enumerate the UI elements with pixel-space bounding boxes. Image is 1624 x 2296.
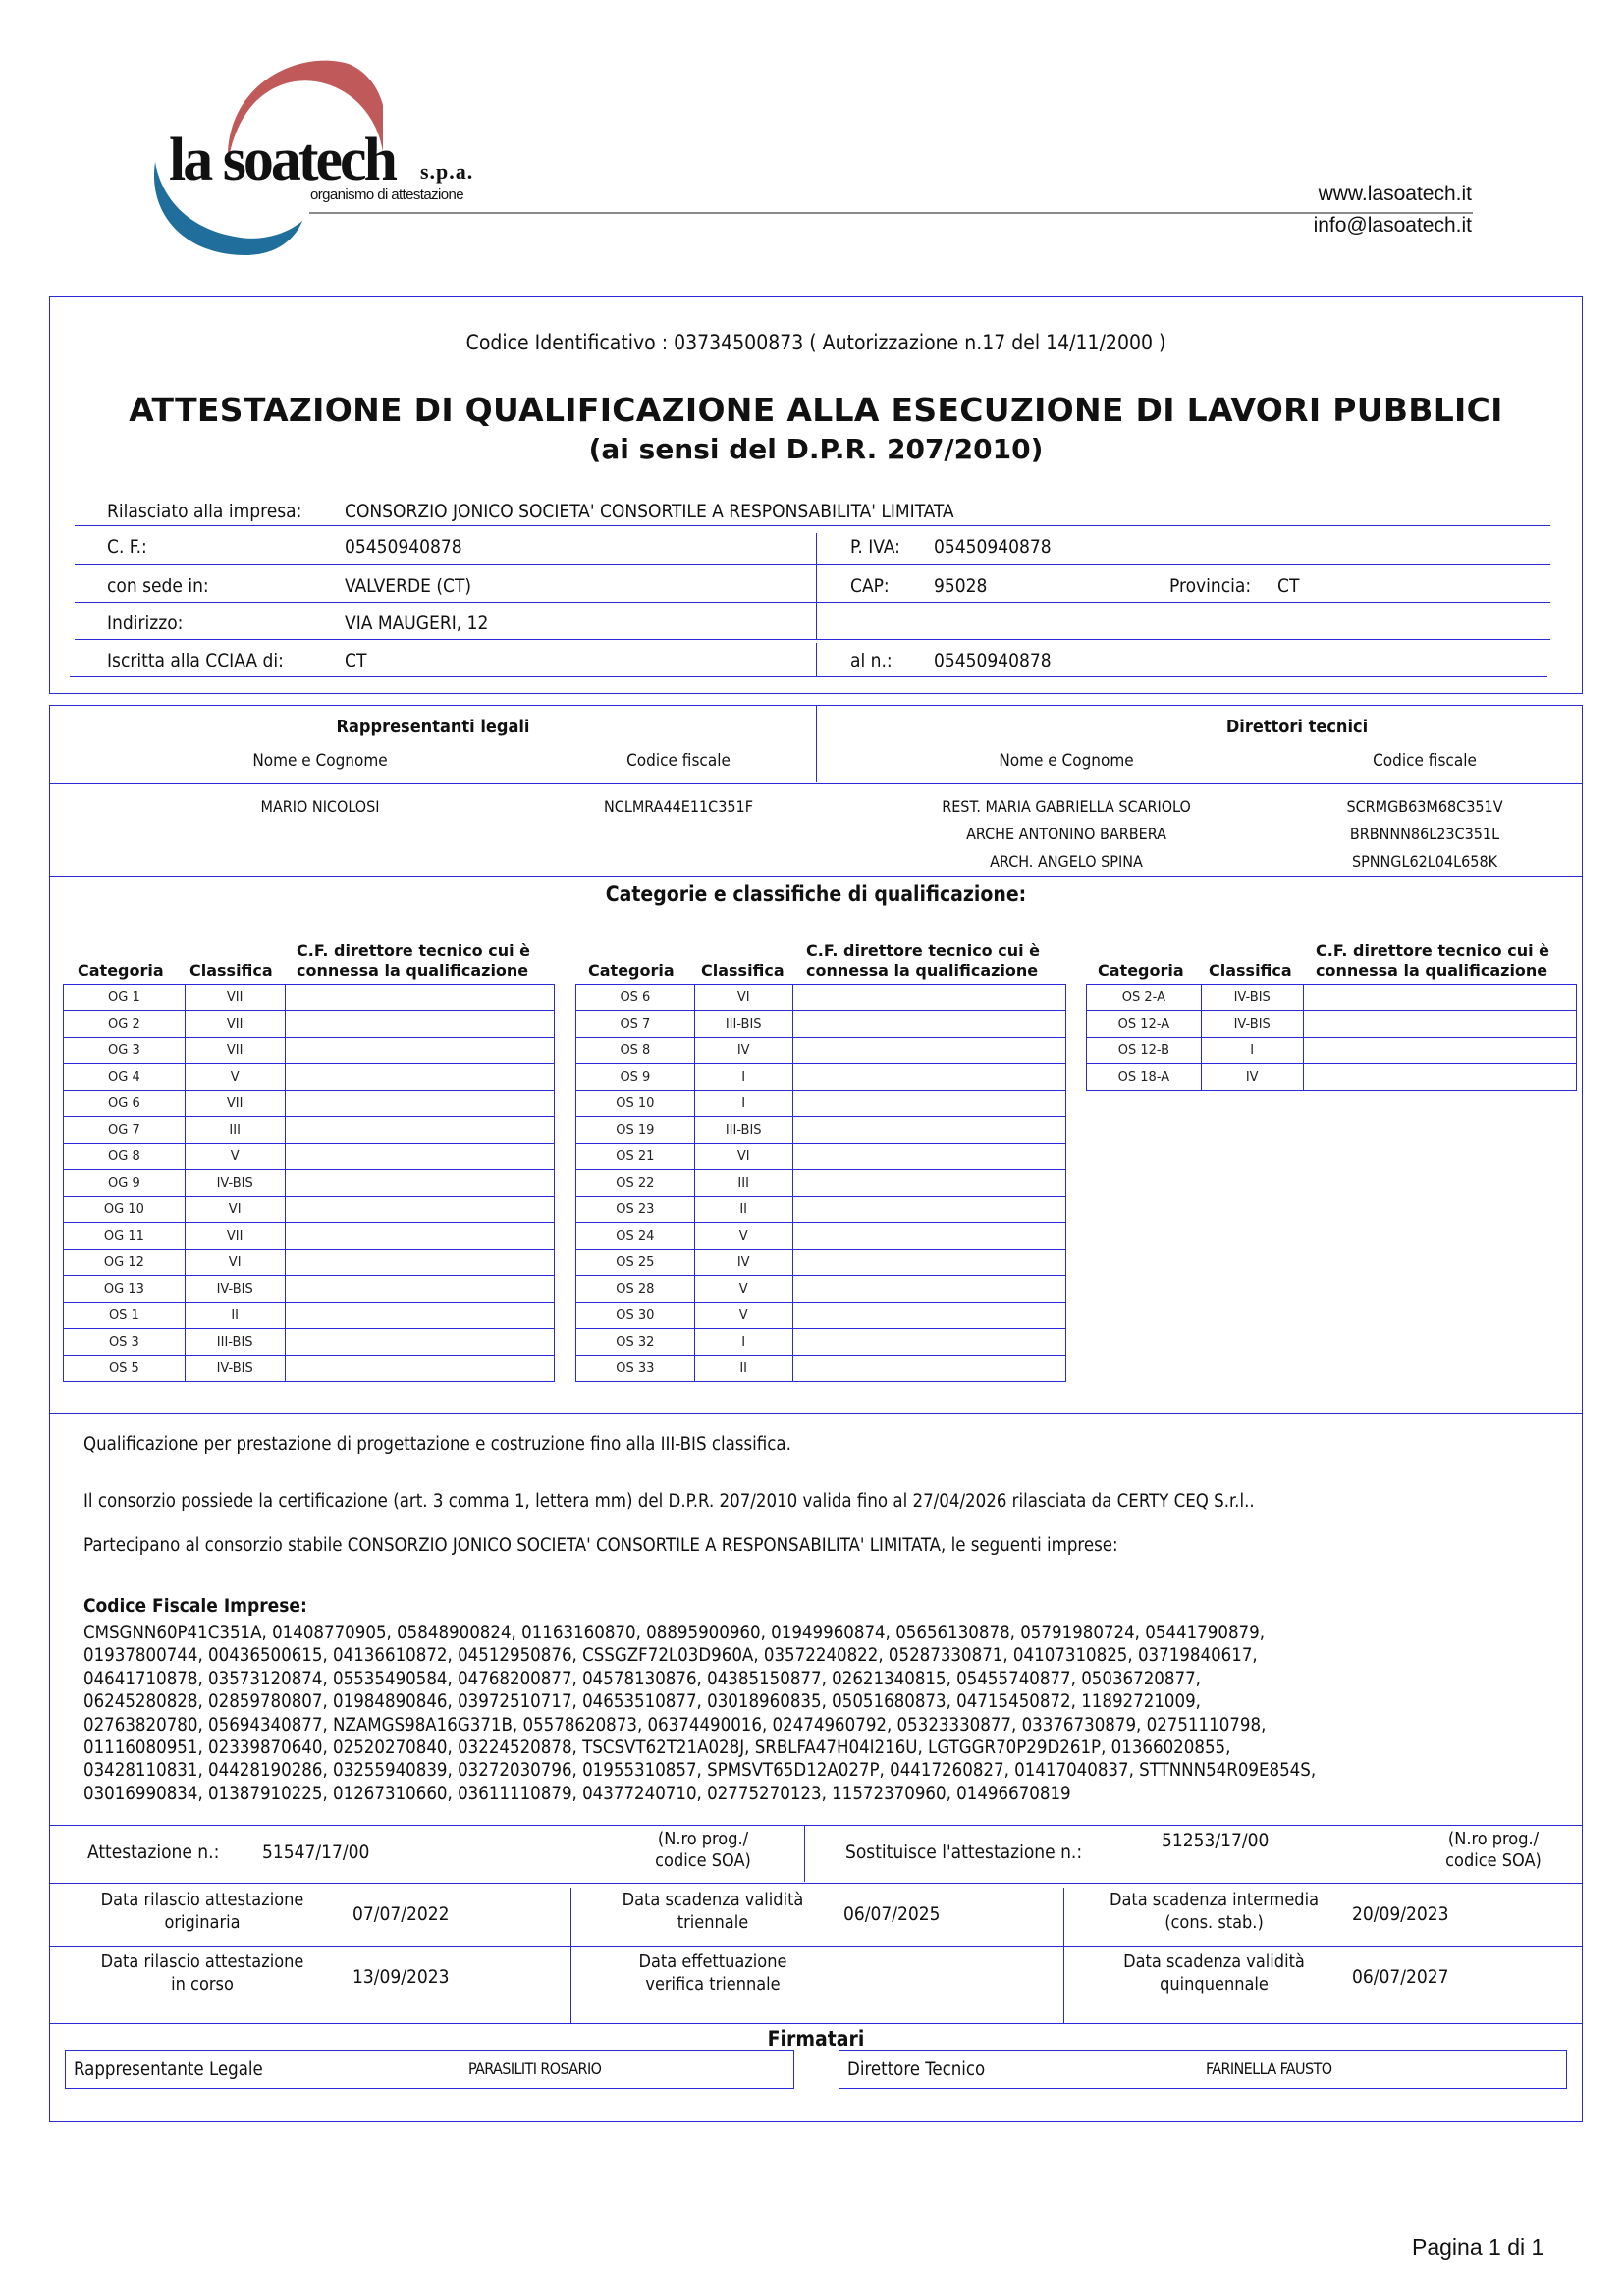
category-row [64, 1276, 555, 1303]
category-row [576, 1356, 1066, 1382]
category-row [576, 1329, 1066, 1356]
row-divider [50, 1825, 1582, 1826]
category-cell: OS 33 [576, 1356, 695, 1382]
certification-note: Il consorzio possiede la certificazione (art. 3 comma 1, lettera mm) del D.P.R. 207/2010 valida fino al 27/04/2026 rilasciata da CERTY CEQ S.r.l.. [83, 1491, 1255, 1512]
codes-title: Codice Fiscale Imprese: [83, 1595, 307, 1617]
category-row [64, 1356, 555, 1382]
director-cf-cell [285, 985, 554, 1011]
codes-line: 03016990834, 01387910225, 01267310660, 03611110879, 04377240710, 02775270123, 11572370960, 01496670819 [83, 1783, 1071, 1804]
category-cell: OS 3 [64, 1329, 186, 1356]
category-row [64, 1329, 555, 1356]
category-cell: OS 2-A [1087, 985, 1202, 1011]
legal-signatory-label: Rappresentante Legale [74, 2059, 263, 2080]
col-divider [816, 533, 817, 639]
category-cell: OS 12-B [1087, 1038, 1202, 1064]
cf-value: 05450940878 [345, 536, 462, 558]
category-row [64, 1303, 555, 1329]
class-cell: VII [185, 985, 285, 1011]
director-cf-cell [792, 1250, 1065, 1276]
director-cf-cell [285, 1064, 554, 1091]
codes-line: CMSGNN60P41C351A, 01408770905, 05848900824, 01163160870, 08895900960, 01949960874, 05656130878, 05791980724, 05441790879, [83, 1623, 1265, 1643]
director-cf-cell [285, 1276, 554, 1303]
category-row [64, 1197, 555, 1223]
category-cell: OG 1 [64, 985, 186, 1011]
class-cell: IV [694, 1250, 792, 1276]
row-divider [50, 1883, 1582, 1884]
category-row [576, 1064, 1066, 1091]
row-divider [50, 2023, 1582, 2024]
label-line: triennale [677, 1912, 749, 1933]
class-cell: II [694, 1197, 792, 1223]
director-cf-cell [792, 985, 1065, 1011]
replaces-number: 51253/17/00 [1162, 1830, 1270, 1851]
category-row [576, 1144, 1066, 1170]
category-row [64, 1091, 555, 1117]
class-cell: IV-BIS [1201, 1011, 1303, 1038]
row-divider [50, 876, 1582, 877]
director-cf-cell [792, 1170, 1065, 1197]
category-row [1087, 1064, 1577, 1091]
class-cell: III-BIS [694, 1011, 792, 1038]
col-divider [1063, 1888, 1064, 2023]
class-cell: III-BIS [185, 1329, 285, 1356]
label-line: in corso [171, 1974, 234, 1995]
row-divider [50, 1946, 1582, 1947]
col-header-cf-2: connessa la qualificazione [806, 961, 1039, 980]
category-table-1 [63, 984, 555, 1382]
legal-signatory-name: PARASILITI ROSARIO [468, 2059, 602, 2078]
director-cf-cell [285, 1144, 554, 1170]
categories-title: Categorie e classifiche di qualificazione: [605, 882, 1027, 906]
class-cell: IV-BIS [185, 1356, 285, 1382]
label-line: (cons. stab.) [1164, 1912, 1264, 1933]
director-cf-cell [285, 1303, 554, 1329]
prog-note [1415, 1829, 1572, 1872]
category-cell: OS 25 [576, 1250, 695, 1276]
tech-signatory-name: FARINELLA FAUSTO [1206, 2059, 1332, 2078]
director-cf-cell [792, 1356, 1065, 1382]
class-cell: IV [1201, 1064, 1303, 1091]
col-header-cf-1: C.F. direttore tecnico cui è [297, 941, 531, 960]
director-cf-cell [792, 1038, 1065, 1064]
director-cf-cell [1303, 1038, 1576, 1064]
signatories-title: Firmatari [767, 2027, 865, 2051]
logo-suffix: s.p.a. [420, 159, 474, 184]
address-label: Indirizzo: [107, 613, 184, 634]
tech-signatory-label: Direttore Tecnico [847, 2059, 986, 2080]
category-row [1087, 1011, 1577, 1038]
triennial-expiry-label [585, 1889, 840, 1934]
row-divider [50, 1413, 1582, 1414]
class-cell: VII [185, 1223, 285, 1250]
label-line: Data effettuazione [638, 1951, 787, 1972]
legal-reps-title: Rappresentanti legali [336, 717, 530, 737]
current-date-label [70, 1950, 335, 1996]
class-cell: I [694, 1091, 792, 1117]
row-divider [75, 639, 1550, 640]
tech-signatory-box [839, 2050, 1567, 2089]
director-cf-cell [285, 1197, 554, 1223]
tech-director-name: ARCH. ANGELO SPINA [990, 852, 1143, 871]
director-cf-cell [285, 1170, 554, 1197]
tech-director-cf: SCRMGB63M68C351V [1346, 797, 1503, 816]
page-number: Pagina 1 di 1 [1412, 2234, 1544, 2260]
director-cf-cell [792, 1223, 1065, 1250]
col-header-category: Categoria [588, 961, 675, 980]
number-value: 05450940878 [934, 650, 1052, 671]
category-cell: OS 23 [576, 1197, 695, 1223]
category-cell: OS 1 [64, 1303, 186, 1329]
row-divider [75, 525, 1550, 526]
director-cf-cell [792, 1303, 1065, 1329]
participants-note: Partecipano al consorzio stabile CONSORZIO JONICO SOCIETA' CONSORTILE A RESPONSABILITA' LIMITATA, le seguenti imprese: [83, 1535, 1118, 1556]
category-row [64, 1223, 555, 1250]
tech-cf-header: Codice fiscale [1373, 751, 1477, 771]
category-row [576, 1250, 1066, 1276]
category-row [576, 1091, 1066, 1117]
director-cf-cell [285, 1091, 554, 1117]
category-cell: OS 5 [64, 1356, 186, 1382]
tech-director-cf: SPNNGL62L04L658K [1351, 852, 1498, 871]
seat-label: con sede in: [107, 575, 209, 597]
class-cell: V [694, 1223, 792, 1250]
director-cf-cell [285, 1329, 554, 1356]
prog-note-line-1: (N.ro prog./ [1447, 1829, 1540, 1849]
label-line: verifica triennale [645, 1974, 781, 1995]
cciaa-label: Iscritta alla CCIAA di: [107, 650, 284, 671]
class-cell: V [185, 1144, 285, 1170]
director-cf-cell [792, 1276, 1065, 1303]
category-row [64, 1038, 555, 1064]
category-cell: OG 8 [64, 1144, 186, 1170]
category-cell: OG 7 [64, 1117, 186, 1144]
codes-line: 02763820780, 05694340877, NZAMGS98A16G371B, 05578620873, 06374490016, 02474960792, 05323330877, 03376730879, 02751110798, [83, 1714, 1267, 1735]
orig-date-label [70, 1889, 335, 1934]
address-value: VIA MAUGERI, 12 [345, 613, 489, 634]
cap-label: CAP: [850, 575, 890, 597]
piva-value: 05450940878 [934, 536, 1052, 558]
codes-line: 04641710878, 03573120874, 05535490584, 04768200877, 04578130876, 04385150877, 02621340815, 05455740877, 05036720877, [83, 1668, 1201, 1689]
class-cell: VI [185, 1250, 285, 1276]
category-cell: OS 18-A [1087, 1064, 1202, 1091]
quinquennial-expiry-value: 06/07/2027 [1352, 1966, 1449, 1988]
col-header-category: Categoria [1098, 961, 1184, 980]
label-line: Data scadenza validità [622, 1890, 804, 1910]
codes-line: 06245280828, 02859780807, 01984890846, 03972510717, 04653510877, 03018960835, 05051680873, 04715450872, 11892721009, [83, 1691, 1201, 1713]
company-codes-list [83, 1622, 1537, 1805]
number-label: al n.: [850, 650, 893, 671]
tech-director-name: ARCHE ANTONINO BARBERA [966, 825, 1166, 843]
class-cell: V [185, 1064, 285, 1091]
prog-note [639, 1829, 767, 1872]
row-divider [75, 564, 1550, 565]
category-cell: OG 13 [64, 1276, 186, 1303]
class-cell: I [1201, 1038, 1303, 1064]
class-cell: IV-BIS [1201, 985, 1303, 1011]
col-header-class: Classifica [701, 961, 785, 980]
category-cell: OS 8 [576, 1038, 695, 1064]
seat-value: VALVERDE (CT) [345, 575, 472, 597]
tech-director-cf: BRBNNN86L23C351L [1349, 825, 1500, 843]
director-cf-cell [285, 1117, 554, 1144]
category-cell: OG 4 [64, 1064, 186, 1091]
label-line: quinquennale [1160, 1974, 1269, 1995]
category-row [64, 1064, 555, 1091]
orig-date-value: 07/07/2022 [352, 1903, 450, 1925]
director-cf-cell [1303, 1064, 1576, 1091]
class-cell: IV-BIS [185, 1276, 285, 1303]
issued-to-label: Rilasciato alla impresa: [107, 501, 302, 522]
category-row [576, 1011, 1066, 1038]
category-row [576, 1223, 1066, 1250]
category-cell: OS 12-A [1087, 1011, 1202, 1038]
label-line: Data scadenza validità [1123, 1951, 1305, 1972]
quinquennial-expiry-label [1084, 1950, 1344, 1996]
qualification-box [49, 705, 1583, 2122]
category-row [64, 1117, 555, 1144]
class-cell: VII [185, 1038, 285, 1064]
category-row [576, 1197, 1066, 1223]
director-cf-cell [285, 1250, 554, 1276]
category-cell: OS 9 [576, 1064, 695, 1091]
label-line: Data scadenza intermedia [1109, 1890, 1319, 1910]
tech-name-header: Nome e Cognome [999, 751, 1134, 771]
legal-name-header: Nome e Cognome [252, 751, 388, 771]
class-cell: I [694, 1329, 792, 1356]
director-cf-cell [792, 1197, 1065, 1223]
legal-signatory-box [65, 2050, 794, 2089]
row-divider [50, 783, 1582, 784]
category-cell: OS 24 [576, 1223, 695, 1250]
category-cell: OG 6 [64, 1091, 186, 1117]
intermediate-expiry-value: 20/09/2023 [1352, 1903, 1449, 1925]
director-cf-cell [1303, 1011, 1576, 1038]
director-cf-cell [285, 1356, 554, 1382]
col-header-cf-1: C.F. direttore tecnico cui è [806, 941, 1041, 960]
class-cell: I [694, 1064, 792, 1091]
cap-value: 95028 [934, 575, 988, 597]
director-cf-cell [285, 1223, 554, 1250]
class-cell: IV-BIS [185, 1170, 285, 1197]
col-divider [816, 706, 817, 782]
category-row [576, 1170, 1066, 1197]
class-cell: V [694, 1276, 792, 1303]
category-cell: OS 28 [576, 1276, 695, 1303]
tech-director-name: REST. MARIA GABRIELLA SCARIOLO [942, 797, 1191, 816]
category-cell: OS 21 [576, 1144, 695, 1170]
category-cell: OG 9 [64, 1170, 186, 1197]
category-cell: OS 30 [576, 1303, 695, 1329]
codes-line: 01937800744, 00436500615, 04136610872, 04512950876, CSSGZF72L03D960A, 03572240822, 05287330871, 04107310825, 03719840617, [83, 1645, 1258, 1667]
category-cell: OG 3 [64, 1038, 186, 1064]
col-header-cf-2: connessa la qualificazione [1316, 961, 1548, 980]
director-cf-cell [285, 1038, 554, 1064]
class-cell: IV [694, 1038, 792, 1064]
label-line: originaria [164, 1912, 241, 1933]
col-divider [804, 1825, 805, 1882]
category-cell: OG 2 [64, 1011, 186, 1038]
category-row [64, 1250, 555, 1276]
legal-rep-cf: NCLMRA44E11C351F [604, 797, 753, 816]
category-cell: OG 12 [64, 1250, 186, 1276]
category-cell: OS 19 [576, 1117, 695, 1144]
row-divider [70, 676, 1547, 677]
triennial-expiry-value: 06/07/2025 [843, 1903, 941, 1925]
category-row [64, 1170, 555, 1197]
category-row [1087, 1038, 1577, 1064]
codes-line: 01116080951, 02339870640, 02520270840, 03224520878, TSCSVT62T21A028J, SRBLFA47H04I216U, LGTGGR70P29D261P, 01366020855, [83, 1737, 1231, 1759]
logo-wordmark: la soatech [169, 127, 396, 193]
director-cf-cell [792, 1117, 1065, 1144]
cciaa-value: CT [345, 650, 367, 671]
piva-label: P. IVA: [850, 536, 900, 558]
category-cell: OS 7 [576, 1011, 695, 1038]
verification-date-label [585, 1950, 840, 1996]
cf-label: C. F.: [107, 536, 147, 558]
replaces-label: Sostituisce l'attestazione n.: [845, 1842, 1083, 1863]
legal-rep-name: MARIO NICOLOSI [260, 797, 380, 816]
class-cell: II [185, 1303, 285, 1329]
prog-note-line-2: codice SOA) [1445, 1850, 1542, 1871]
director-cf-cell [792, 1329, 1065, 1356]
category-cell: OG 10 [64, 1197, 186, 1223]
current-date-value: 13/09/2023 [352, 1966, 450, 1988]
code-line: Codice Identificativo : 03734500873 ( Autorizzazione n.17 del 14/11/2000 ) [465, 331, 1166, 354]
class-cell: II [694, 1356, 792, 1382]
identification-box [49, 296, 1583, 694]
col-header-class: Classifica [1209, 961, 1292, 980]
prog-note-line-1: (N.ro prog./ [657, 1829, 749, 1849]
issued-to-value: CONSORZIO JONICO SOCIETA' CONSORTILE A RESPONSABILITA' LIMITATA [345, 501, 954, 522]
attestation-number: 51547/17/00 [262, 1842, 370, 1863]
email-link[interactable]: info@lasoatech.it [1313, 214, 1472, 237]
document-title: ATTESTAZIONE DI QUALIFICAZIONE ALLA ESECUZIONE DI LAVORI PUBBLICI [129, 391, 1503, 429]
director-cf-cell [792, 1091, 1065, 1117]
category-table-2 [575, 984, 1066, 1382]
category-row [576, 985, 1066, 1011]
class-cell: VI [694, 1144, 792, 1170]
col-header-category: Categoria [78, 961, 164, 980]
director-cf-cell [792, 1144, 1065, 1170]
category-table-3 [1086, 984, 1577, 1091]
col-header-cf-1: C.F. direttore tecnico cui è [1316, 941, 1550, 960]
col-header-cf-2: connessa la qualificazione [297, 961, 529, 980]
row-divider [75, 602, 1550, 603]
category-cell: OS 22 [576, 1170, 695, 1197]
class-cell: III-BIS [694, 1117, 792, 1144]
col-divider [816, 643, 817, 676]
class-cell: VII [185, 1011, 285, 1038]
province-label: Provincia: [1169, 575, 1252, 597]
col-header-class: Classifica [189, 961, 273, 980]
prog-note-line-2: codice SOA) [655, 1850, 751, 1871]
header-divider [309, 212, 1473, 214]
class-cell: VI [694, 985, 792, 1011]
category-row [576, 1303, 1066, 1329]
label-line: Data rilascio attestazione [100, 1951, 304, 1972]
category-cell: OS 10 [576, 1091, 695, 1117]
category-row [576, 1117, 1066, 1144]
document-subtitle: (ai sensi del D.P.R. 207/2010) [588, 433, 1044, 465]
category-row [64, 1011, 555, 1038]
category-cell: OS 32 [576, 1329, 695, 1356]
category-row [64, 1144, 555, 1170]
website-link[interactable]: www.lasoatech.it [1318, 183, 1472, 205]
logo-tagline: organismo di attestazione [310, 187, 463, 203]
category-row [576, 1276, 1066, 1303]
col-divider [570, 1888, 571, 2023]
tech-directors-title: Direttori tecnici [1225, 717, 1369, 737]
director-cf-cell [285, 1011, 554, 1038]
category-row [576, 1038, 1066, 1064]
class-cell: V [694, 1303, 792, 1329]
class-cell: III [694, 1170, 792, 1197]
director-cf-cell [792, 1064, 1065, 1091]
class-cell: VII [185, 1091, 285, 1117]
category-row [64, 985, 555, 1011]
director-cf-cell [1303, 985, 1576, 1011]
legal-cf-header: Codice fiscale [626, 751, 731, 771]
director-cf-cell [792, 1011, 1065, 1038]
attestation-number-label: Attestazione n.: [87, 1842, 220, 1863]
category-row [1087, 985, 1577, 1011]
province-value: CT [1277, 575, 1300, 597]
codes-line: 03428110831, 04428190286, 03255940839, 03272030796, 01955310857, SPMSVT65D12A027P, 04417260827, 01417040837, STTNNN54R09E854S, [83, 1760, 1317, 1782]
label-line: Data rilascio attestazione [100, 1890, 304, 1910]
category-cell: OG 11 [64, 1223, 186, 1250]
class-cell: III [185, 1117, 285, 1144]
category-cell: OS 6 [576, 985, 695, 1011]
design-qualification-note: Qualificazione per prestazione di progettazione e costruzione fino alla III-BIS classifica. [83, 1434, 791, 1455]
intermediate-expiry-label [1084, 1889, 1344, 1934]
class-cell: VI [185, 1197, 285, 1223]
